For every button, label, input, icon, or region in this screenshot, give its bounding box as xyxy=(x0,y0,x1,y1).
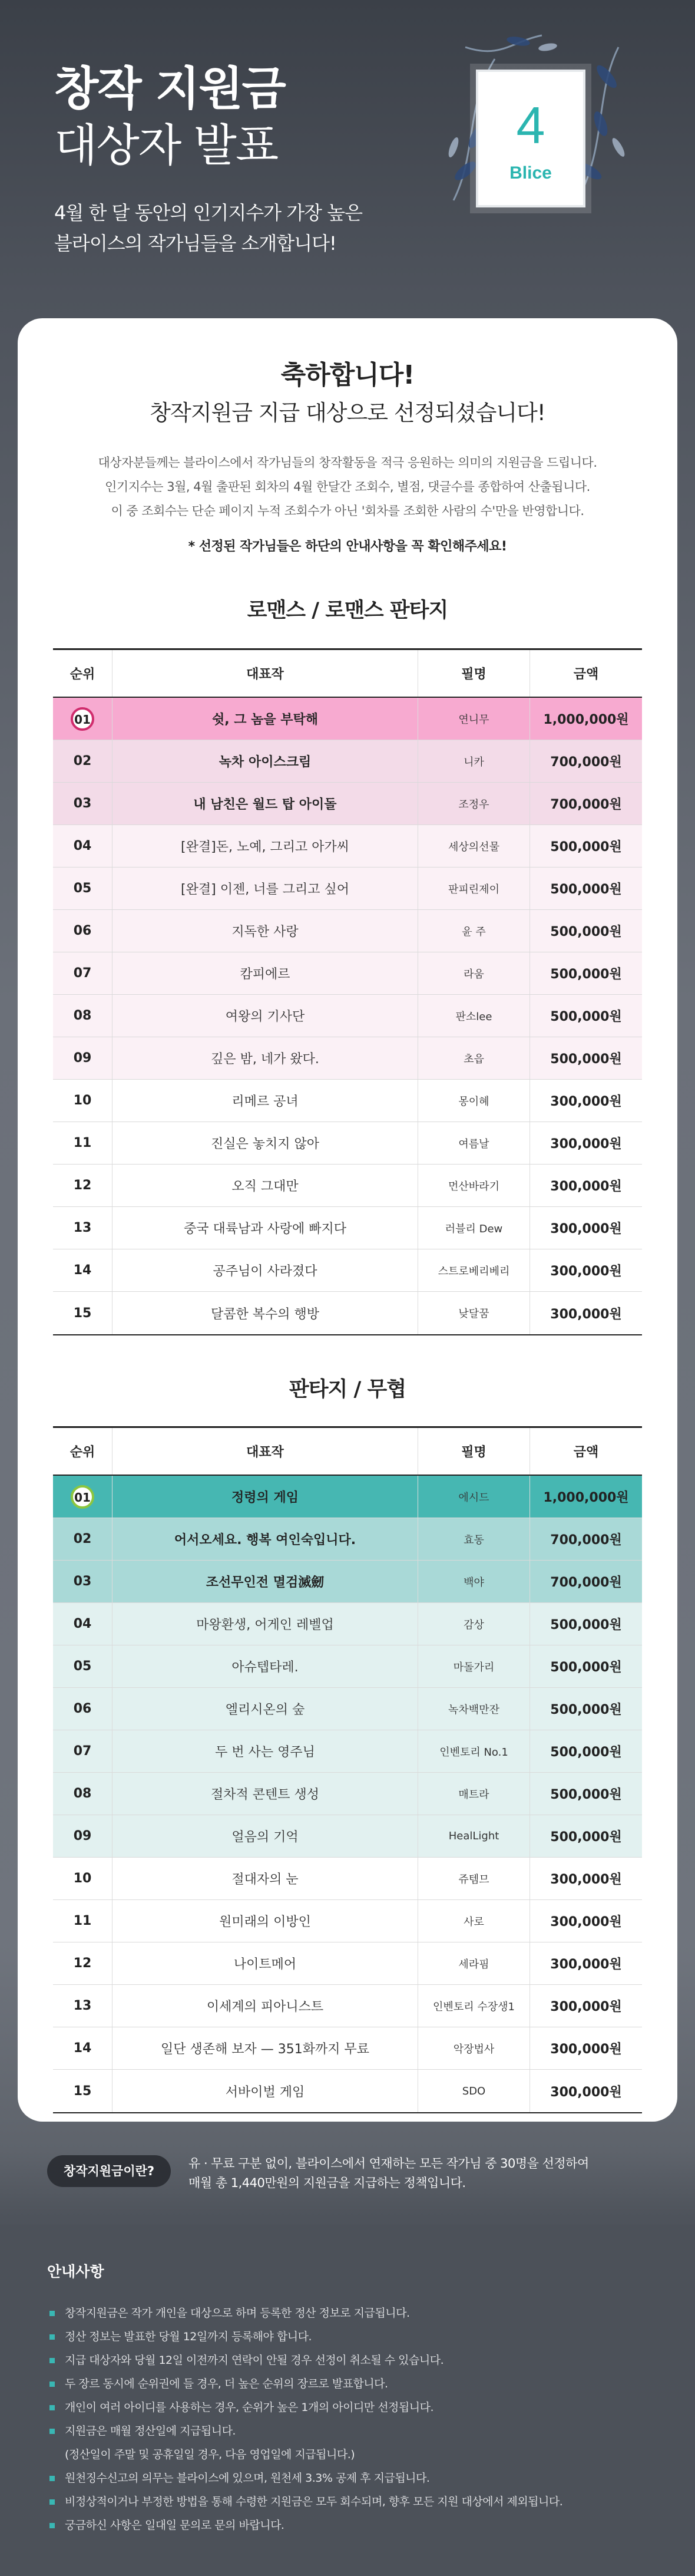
table-row xyxy=(53,1518,642,1561)
table-row xyxy=(53,783,642,825)
header-title: 대표작 xyxy=(112,1428,418,1475)
rank-cell xyxy=(53,707,112,731)
notice-item xyxy=(47,2349,660,2372)
table-row xyxy=(53,2070,642,2112)
rank-cell: 05 xyxy=(73,881,92,896)
amount-cell: 500,000원 xyxy=(550,1660,622,1675)
congrats-description xyxy=(18,451,677,523)
rank-cell: 12 xyxy=(73,1178,92,1193)
bullet-square-icon xyxy=(49,2311,55,2316)
fantasy-table xyxy=(53,1426,642,2113)
rank-cell: 02 xyxy=(73,754,92,768)
author-name: 인벤토리 No.1 xyxy=(418,1730,530,1772)
notice-item xyxy=(47,2372,660,2396)
header-author: 필명 xyxy=(418,1428,530,1475)
author-name: 사로 xyxy=(418,1900,530,1942)
work-title: 리메르 공녀 xyxy=(112,1080,418,1122)
policy-text xyxy=(188,2154,589,2193)
notice-list xyxy=(47,2301,660,2537)
rank-cell: 03 xyxy=(73,796,92,811)
bullet-square-icon xyxy=(49,2523,55,2528)
work-title: 서바이벌 게임 xyxy=(112,2070,418,2112)
notice-item-text: 궁금하신 사항은 일대일 문의로 문의 바랍니다. xyxy=(65,2519,284,2532)
author-name: 먼산바라기 xyxy=(418,1165,530,1206)
rank-cell: 07 xyxy=(73,966,92,981)
rank-cell: 11 xyxy=(73,1914,92,1928)
notice-title: 안내사항 xyxy=(47,2263,104,2280)
table-row xyxy=(53,698,642,740)
rank-cell: 10 xyxy=(73,1871,92,1886)
amount-cell: 500,000원 xyxy=(550,1052,622,1067)
table-row xyxy=(53,1773,642,1815)
notice-item xyxy=(47,2325,660,2349)
rank-cell: 15 xyxy=(73,2083,92,2099)
rank-cell: 03 xyxy=(73,1574,92,1589)
header-rank: 순위 xyxy=(70,1445,95,1460)
author-name: 마돌가리 xyxy=(418,1645,530,1687)
table-row xyxy=(53,1561,642,1603)
rank-cell: 12 xyxy=(73,1956,92,1971)
notice-section xyxy=(0,2225,695,2576)
author-name: 세상의선물 xyxy=(418,825,530,867)
congrats-note: * 선정된 작가님들은 하단의 안내사항을 꼭 확인해주세요! xyxy=(188,539,507,554)
brand-name: Blice xyxy=(509,163,552,183)
header-rank: 순위 xyxy=(70,667,95,682)
rank-cell: 04 xyxy=(73,839,92,853)
table-row xyxy=(53,1730,642,1773)
month-badge xyxy=(476,70,585,207)
header-amount: 금액 xyxy=(573,1445,599,1460)
rank-cell: 07 xyxy=(73,1744,92,1759)
amount-cell: 700,000원 xyxy=(550,755,622,770)
table-row xyxy=(53,868,642,910)
header-amount: 금액 xyxy=(573,667,599,682)
work-title: 달콤한 복수의 행방 xyxy=(112,1292,418,1334)
table-row xyxy=(53,1688,642,1730)
rank-cell: 15 xyxy=(73,1305,92,1321)
amount-cell: 300,000원 xyxy=(550,1094,622,1109)
policy-badge: 창작지원금이란? xyxy=(47,2155,171,2187)
hero-title-line2: 대상자 발표 xyxy=(54,119,278,171)
author-name: 효동 xyxy=(418,1518,530,1560)
work-title: 공주님이 사라졌다 xyxy=(112,1249,418,1291)
amount-cell: 300,000원 xyxy=(550,1872,622,1887)
rank-cell: 11 xyxy=(73,1136,92,1150)
amount-cell: 500,000원 xyxy=(550,1787,622,1802)
work-title: 여왕의 기사단 xyxy=(112,995,418,1037)
rank-badge: 01 xyxy=(71,1485,94,1509)
amount-cell: 700,000원 xyxy=(550,1575,622,1590)
hero-desc-line1: 4월 한 달 동안의 인기지수가 가장 높은 xyxy=(54,202,363,224)
work-title: 아슈텝타레. xyxy=(112,1645,418,1687)
rank-cell: 06 xyxy=(73,923,92,938)
table-row xyxy=(53,1207,642,1249)
hero-description xyxy=(54,197,362,259)
table-row xyxy=(53,2027,642,2070)
author-name: 백야 xyxy=(418,1561,530,1602)
bullet-square-icon xyxy=(49,2405,55,2410)
rank-cell: 13 xyxy=(73,1998,92,2013)
work-title: 절대자의 눈 xyxy=(112,1858,418,1899)
author-name: 윤 주 xyxy=(418,910,530,952)
congrats-title: 축하합니다! xyxy=(280,360,415,390)
bullet-square-icon xyxy=(49,2358,55,2363)
work-title: 쉿, 그 놈을 부탁해 xyxy=(112,698,418,740)
table-row xyxy=(53,1900,642,1942)
table-row xyxy=(53,1645,642,1688)
table-row xyxy=(53,1292,642,1334)
rank-cell: 14 xyxy=(73,1263,92,1278)
work-title: 이세계의 피아니스트 xyxy=(112,1985,418,2027)
author-name: 연니무 xyxy=(418,698,530,740)
notice-item-text: 정산 정보는 발표한 당월 12일까지 등록해야 합니다. xyxy=(65,2330,312,2343)
author-name: SDO xyxy=(418,2070,530,2112)
rank-cell: 08 xyxy=(73,1008,92,1023)
author-name: 악장법사 xyxy=(418,2027,530,2069)
amount-cell: 300,000원 xyxy=(550,2000,622,2014)
author-name: 인벤토리 수장생1 xyxy=(418,1985,530,2027)
work-title: 캄피에르 xyxy=(112,952,418,994)
fantasy-section-title: 판타지 / 무협 xyxy=(289,1378,406,1401)
hero-banner xyxy=(0,0,695,318)
table-row xyxy=(53,995,642,1037)
work-title: 두 번 사는 영주님 xyxy=(112,1730,418,1772)
amount-cell: 500,000원 xyxy=(550,925,622,939)
amount-cell: 300,000원 xyxy=(550,1307,622,1322)
header-title: 대표작 xyxy=(112,650,418,697)
amount-cell: 700,000원 xyxy=(550,1533,622,1548)
table-row xyxy=(53,825,642,868)
work-title: 나이트메어 xyxy=(112,1942,418,1984)
notice-item-text: (정산일이 주말 및 공휴일일 경우, 다음 영업일에 지급됩니다.) xyxy=(65,2448,355,2461)
notice-item xyxy=(47,2514,660,2537)
author-name: 감상 xyxy=(418,1603,530,1645)
bullet-square-icon xyxy=(49,2334,55,2340)
header-author: 필명 xyxy=(418,650,530,697)
author-name: 녹차백만잔 xyxy=(418,1688,530,1730)
bullet-square-icon xyxy=(49,2429,55,2434)
work-title: 지독한 사랑 xyxy=(112,910,418,952)
table-row xyxy=(53,1942,642,1985)
notice-item xyxy=(47,2466,660,2490)
table-row xyxy=(53,1037,642,1080)
amount-cell: 500,000원 xyxy=(550,1010,622,1024)
rank-cell: 09 xyxy=(73,1829,92,1843)
amount-cell: 300,000원 xyxy=(550,1137,622,1152)
congrats-desc-line2: 인기지수는 3월, 4월 출판된 회차의 4월 한달간 조회수, 별점, 댓글수를 종합하여 산출됩니다. xyxy=(105,480,590,494)
author-name: 매트라 xyxy=(418,1773,530,1815)
rank-cell: 06 xyxy=(73,1701,92,1716)
amount-cell: 300,000원 xyxy=(550,1264,622,1279)
author-name: 초읍 xyxy=(418,1037,530,1079)
author-name: 니카 xyxy=(418,740,530,782)
work-title: 중국 대륙남과 사랑에 빠지다 xyxy=(112,1207,418,1249)
amount-cell: 500,000원 xyxy=(550,1830,622,1845)
rank-cell: 05 xyxy=(73,1659,92,1674)
amount-cell: 500,000원 xyxy=(550,882,622,897)
work-title: 절차적 콘텐트 생성 xyxy=(112,1773,418,1815)
work-title: 일단 생존해 보자 — 351화까지 무료 xyxy=(112,2027,418,2069)
amount-cell: 500,000원 xyxy=(550,1745,622,1760)
rank-cell: 09 xyxy=(73,1051,92,1066)
table-row xyxy=(53,1165,642,1207)
policy-explainer xyxy=(47,2155,654,2196)
table-row xyxy=(53,1985,642,2027)
rank-cell: 10 xyxy=(73,1093,92,1108)
notice-item-text: 원천징수신고의 의무는 블라이스에 있으며, 원천세 3.3% 공제 후 지급됩니다. xyxy=(65,2472,430,2485)
amount-cell: 1,000,000원 xyxy=(543,1490,629,1505)
notice-item xyxy=(47,2301,660,2325)
author-name: 조정우 xyxy=(418,783,530,824)
work-title: [완결]돈, 노예, 그리고 아가씨 xyxy=(112,825,418,867)
amount-cell: 500,000원 xyxy=(550,1703,622,1717)
table-row xyxy=(53,740,642,783)
amount-cell: 500,000원 xyxy=(550,1618,622,1632)
table-row xyxy=(53,910,642,952)
rank-cell: 08 xyxy=(73,1786,92,1801)
work-title: 어서오세요. 행복 여인숙입니다. xyxy=(112,1518,418,1560)
rank-cell: 04 xyxy=(73,1617,92,1631)
amount-cell: 300,000원 xyxy=(550,1957,622,1972)
author-name: 낮달꿈 xyxy=(418,1292,530,1334)
table-row xyxy=(53,952,642,995)
table-header-row xyxy=(53,650,642,698)
notice-item xyxy=(47,2396,660,2419)
author-name: 러블리 Dew xyxy=(418,1207,530,1249)
notice-item xyxy=(47,2443,660,2466)
policy-text-line1: 유 · 무료 구분 없이, 블라이스에서 연재하는 모든 작가님 중 30명을 선정하여 xyxy=(188,2156,589,2171)
amount-cell: 300,000원 xyxy=(550,2084,622,2100)
romance-table xyxy=(53,648,642,1335)
amount-cell: 500,000원 xyxy=(550,840,622,855)
amount-cell: 700,000원 xyxy=(550,797,622,812)
amount-cell: 500,000원 xyxy=(550,967,622,982)
bullet-square-icon xyxy=(49,2476,55,2481)
amount-cell: 1,000,000원 xyxy=(543,713,629,727)
romance-section-title: 로맨스 / 로맨스 판타지 xyxy=(247,599,448,622)
work-title: 오직 그대만 xyxy=(112,1165,418,1206)
congrats-desc-line1: 대상자분들께는 블라이스에서 작가님들의 창작활동을 적극 응원하는 의미의 지원금을 드립니다. xyxy=(98,456,597,470)
author-name: 몽이혜 xyxy=(418,1080,530,1122)
table-row xyxy=(53,1476,642,1518)
table-row xyxy=(53,1122,642,1165)
hero-desc-line2: 블라이스의 작가님들을 소개합니다! xyxy=(54,232,336,255)
author-name: 여름날 xyxy=(418,1122,530,1164)
author-name: 세라핌 xyxy=(418,1942,530,1984)
rank-badge: 01 xyxy=(71,707,94,731)
table-header-row xyxy=(53,1428,642,1476)
rank-cell: 14 xyxy=(73,2041,92,2056)
amount-cell: 300,000원 xyxy=(550,2042,622,2057)
author-name: 판소lee xyxy=(418,995,530,1037)
policy-text-line2: 매월 총 1,440만원의 지원금을 지급하는 정책입니다. xyxy=(188,2176,466,2190)
author-name: 쥬템므 xyxy=(418,1858,530,1899)
rank-cell: 02 xyxy=(73,1532,92,1546)
author-name: 스트로베리베리 xyxy=(418,1249,530,1291)
notice-item-text: 비정상적이거나 부정한 방법을 통해 수령한 지원금은 모두 회수되며, 향후 모든 지원 대상에서 제외됩니다. xyxy=(65,2495,563,2508)
amount-cell: 300,000원 xyxy=(550,1179,622,1194)
work-title: 깊은 밤, 네가 왔다. xyxy=(112,1037,418,1079)
bullet-square-icon xyxy=(49,2499,55,2505)
author-name: HealLight xyxy=(418,1815,530,1857)
bullet-square-icon xyxy=(49,2382,55,2387)
notice-item-text: 두 장르 동시에 순위권에 들 경우, 더 높은 순위의 장르로 발표합니다. xyxy=(65,2377,388,2390)
work-title: 녹차 아이스크림 xyxy=(112,740,418,782)
notice-item-text: 지급 대상자와 당월 12일 이전까지 연락이 안될 경우 선정이 취소될 수 있습니다. xyxy=(65,2354,444,2367)
work-title: 얼음의 기억 xyxy=(112,1815,418,1857)
work-title: 마왕환생, 어게인 레벨업 xyxy=(112,1603,418,1645)
author-name: 판피린제이 xyxy=(418,868,530,909)
rank-cell xyxy=(53,1485,112,1509)
table-row xyxy=(53,1815,642,1858)
amount-cell: 300,000원 xyxy=(550,1222,622,1236)
congrats-subtitle: 창작지원금 지급 대상으로 선정되셨습니다! xyxy=(150,400,545,426)
work-title: 엘리시온의 숲 xyxy=(112,1688,418,1730)
hero-title-line1: 창작 지원금 xyxy=(54,62,285,116)
author-name: 에시드 xyxy=(418,1476,530,1518)
rank-cell: 13 xyxy=(73,1221,92,1235)
table-row xyxy=(53,1603,642,1645)
congrats-desc-line3: 이 중 조회수는 단순 페이지 누적 조회수가 아닌 '회차를 조회한 사람의 수'만을 반영합니다. xyxy=(111,504,584,518)
work-title: 진실은 놓치지 않아 xyxy=(112,1122,418,1164)
author-name: 라움 xyxy=(418,952,530,994)
table-row xyxy=(53,1080,642,1122)
notice-item xyxy=(47,2490,660,2514)
month-number: 4 xyxy=(516,96,545,154)
table-row xyxy=(53,1858,642,1900)
notice-item-text: 개인이 여러 아이디를 사용하는 경우, 순위가 높은 1개의 아이디만 선정됩니다. xyxy=(65,2401,433,2414)
notice-item xyxy=(47,2419,660,2443)
notice-item-text: 창작지원금은 작가 개인을 대상으로 하며 등록한 정산 정보로 지급됩니다. xyxy=(65,2307,410,2320)
work-title: 정령의 게임 xyxy=(112,1476,418,1518)
amount-cell: 300,000원 xyxy=(550,1915,622,1929)
notice-item-text: 지원금은 매월 정산일에 지급됩니다. xyxy=(65,2425,236,2438)
announcement-card xyxy=(18,318,677,2122)
work-title: [완결] 이젠, 너를 그리고 싶어 xyxy=(112,868,418,909)
work-title: 원미래의 이방인 xyxy=(112,1900,418,1942)
work-title: 조선무인전 멸검滅劒 xyxy=(112,1561,418,1602)
work-title: 내 남친은 월드 탑 아이돌 xyxy=(112,783,418,824)
table-row xyxy=(53,1249,642,1292)
